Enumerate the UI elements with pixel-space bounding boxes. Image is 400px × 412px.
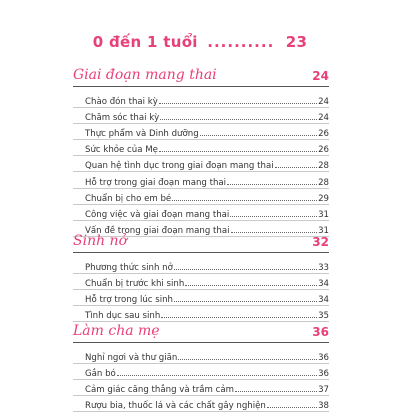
toc-entry[interactable] [73, 123, 329, 139]
entry-page: 26 [318, 129, 329, 140]
toc-entry[interactable] [73, 273, 329, 289]
dot-leader [172, 200, 317, 201]
entry-page: 24 [318, 97, 329, 108]
dot-leader [159, 151, 317, 152]
section-header [73, 225, 329, 253]
toc-entry[interactable] [73, 155, 329, 171]
toc-entry[interactable] [73, 204, 329, 220]
section-entries [73, 257, 329, 321]
entry-label: Thực phẩm và Dinh dưỡng [85, 129, 199, 140]
dot-leader [185, 285, 317, 286]
section-entries [73, 347, 329, 411]
toc-entry[interactable] [73, 257, 329, 273]
entry-label: Chuẩn bị trước khi sinh [85, 279, 185, 290]
toc-entry[interactable] [73, 139, 329, 155]
part-title [0, 33, 400, 51]
part-page-number: 23 [285, 33, 308, 51]
section-header [73, 318, 329, 343]
dot-leader [267, 407, 317, 408]
entry-page: 24 [318, 113, 329, 124]
dot-leader [160, 119, 317, 120]
entry-page: 28 [318, 161, 329, 172]
section-page-number: 24 [312, 69, 329, 83]
entry-label: Nghỉ ngơi và thư giãn [85, 353, 178, 364]
toc-section-parenting [73, 318, 329, 411]
dot-leader [117, 375, 317, 376]
section-page-number: 36 [312, 325, 329, 339]
entry-label: Hỗ trợ trong lúc sinh [85, 295, 173, 306]
toc-entry[interactable] [73, 347, 329, 363]
entry-page: 31 [318, 225, 329, 236]
entry-page: 34 [318, 279, 329, 290]
entry-page: 38 [318, 401, 329, 412]
entry-label: Hỗ trợ trong giai đoạn mang thai [85, 177, 227, 188]
toc-entry[interactable] [73, 188, 329, 204]
entry-page: 34 [318, 295, 329, 306]
entry-label: Quan hệ tình dục trong giai đoạn mang thai [85, 161, 274, 172]
dot-leader [159, 103, 317, 104]
part-title-text: 0 đến 1 tuổi [92, 33, 198, 51]
section-title[interactable]: Làm cha mẹ [73, 323, 160, 339]
entry-label: Sức khỏe của Mẹ [85, 145, 158, 156]
entry-label: Gắn bó [85, 369, 116, 380]
entry-label: Phương thức sinh nở [85, 263, 173, 274]
entry-label: Công việc và giai đoạn mang thai [85, 209, 230, 220]
section-page-number: 32 [312, 235, 329, 249]
entry-page: 29 [318, 193, 329, 204]
entry-label: Chăm sóc thai kỳ [85, 113, 160, 124]
section-entries [73, 91, 329, 236]
entry-page: 31 [318, 209, 329, 220]
entry-page: 36 [318, 353, 329, 364]
toc-entry[interactable] [73, 171, 329, 187]
toc-section-birth [73, 225, 329, 322]
part-title-dots: .......... [207, 33, 275, 51]
toc-entry[interactable] [73, 395, 329, 411]
dot-leader [235, 391, 317, 392]
entry-label: Chuẩn bị cho em bé [85, 193, 172, 204]
toc-entry[interactable] [73, 289, 329, 305]
entry-label: Cảm giác căng thẳng và trầm cảm [85, 385, 234, 396]
entry-label: Tình dục sau sinh [85, 311, 161, 322]
section-header [73, 62, 329, 87]
dot-leader [178, 359, 317, 360]
entry-page: 28 [318, 177, 329, 188]
entry-page: 26 [318, 145, 329, 156]
dot-leader [174, 269, 317, 270]
dot-leader [200, 135, 317, 136]
dot-leader [227, 184, 317, 185]
entry-page: 33 [318, 263, 329, 274]
entry-label: Vấn đề trong giai đoạn mang thai [85, 225, 230, 236]
dot-leader [230, 216, 317, 217]
entry-page: 36 [318, 369, 329, 380]
toc-entry[interactable] [73, 91, 329, 107]
toc-entry[interactable] [73, 379, 329, 395]
dot-leader [174, 301, 317, 302]
entry-page: 37 [318, 385, 329, 396]
toc-entry[interactable] [73, 363, 329, 379]
entry-label: Rượu bia, thuốc lá và các chất gây nghiện [85, 401, 266, 412]
toc-section-pregnancy [73, 62, 329, 236]
section-title[interactable]: Sinh nở [73, 233, 127, 249]
dot-leader [275, 167, 317, 168]
section-title[interactable]: Giai đoạn mang thai [73, 67, 217, 83]
entry-page: 35 [318, 311, 329, 322]
toc-entry[interactable] [73, 107, 329, 123]
entry-label: Chào đón thai kỳ [85, 97, 158, 108]
